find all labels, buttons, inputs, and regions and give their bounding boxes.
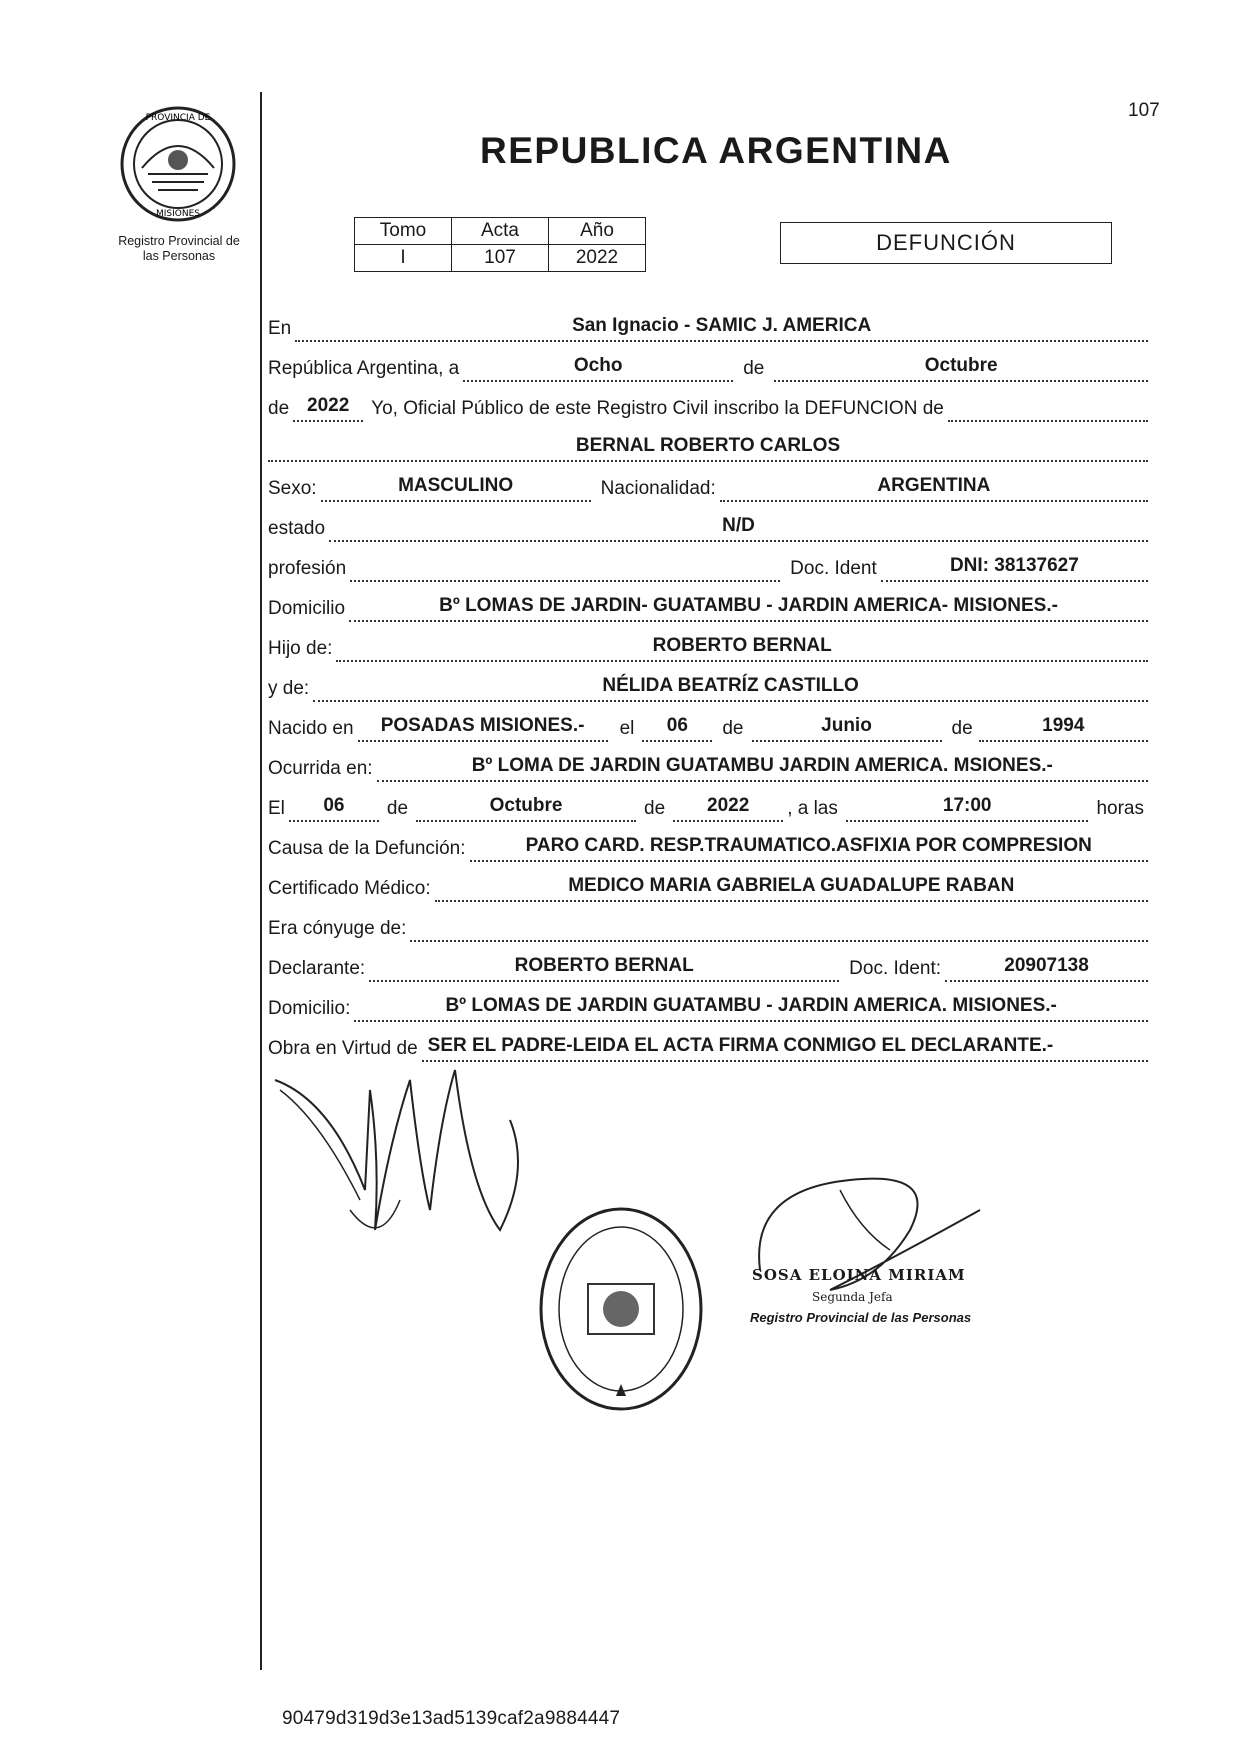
death-day: 06	[289, 794, 379, 822]
de-label: de	[743, 358, 765, 379]
registry-seal-icon	[536, 1204, 706, 1414]
causa-label: Causa de la Defunción:	[268, 838, 466, 859]
record-row-obra	[268, 1032, 1148, 1062]
hour-label: , a las	[787, 798, 838, 819]
record-row-domicilio2	[268, 992, 1148, 1022]
horas-label: horas	[1096, 798, 1144, 819]
obra-label: Obra en Virtud de	[268, 1038, 418, 1059]
sexo-label: Sexo:	[268, 478, 317, 499]
cause-of-death: PARO CARD. RESP.TRAUMATICO.ASFIXIA POR COMPRESION	[470, 834, 1148, 862]
death-place: Bº LOMA DE JARDIN GUATAMBU JARDIN AMERICA. MSIONES.-	[377, 754, 1148, 782]
left-margin-rule	[260, 92, 262, 1670]
profesion-value	[350, 554, 780, 582]
tomo-value: I	[355, 245, 452, 272]
record-row-intro	[268, 392, 1148, 422]
estado-label: estado	[268, 518, 326, 539]
record-row-profesion	[268, 552, 1148, 582]
record-row-estado	[268, 512, 1148, 542]
svg-text:MISIONES: MISIONES	[155, 209, 201, 219]
birth-month: Junio	[752, 714, 942, 742]
intro-text: Yo, Oficial Público de este Registro Civil inscribo la DEFUNCION de	[371, 398, 944, 419]
domicilio-label: Domicilio	[268, 598, 346, 619]
registry-caption-line2: las Personas	[142, 249, 216, 263]
birth-day: 06	[642, 714, 712, 742]
official-office: Registro Provincial de las Personas	[750, 1310, 972, 1325]
ocurrida-label: Ocurrida en:	[268, 758, 373, 779]
record-row-fecha	[268, 792, 1148, 822]
acta-table	[354, 217, 646, 272]
father-name: ROBERTO BERNAL	[336, 634, 1148, 662]
day-value: Ocho	[463, 354, 733, 382]
record-row-name	[268, 432, 1148, 462]
record-row-nacido	[268, 712, 1148, 742]
declarant-name: ROBERTO BERNAL	[369, 954, 839, 982]
record-row-certificado	[268, 872, 1148, 902]
record-row-en	[268, 312, 1148, 342]
record-row-republica	[268, 352, 1148, 382]
provincial-emblem-icon	[118, 104, 238, 224]
y-de-label: y de:	[268, 678, 310, 699]
declarante-label: Declarante:	[268, 958, 366, 979]
acta-table-header: Acta	[452, 218, 549, 245]
profesion-label: profesión	[268, 558, 347, 579]
registry-caption	[100, 234, 258, 264]
medical-certifier: MEDICO MARIA GABRIELA GUADALUPE RABAN	[435, 874, 1148, 902]
official-name: SOSA ELOINA MIRIAM	[752, 1266, 966, 1284]
registration-year: 2022	[293, 394, 363, 422]
record-row-hijo	[268, 632, 1148, 662]
declarant-signature-icon	[270, 1060, 570, 1260]
death-hour: 17:00	[846, 794, 1089, 822]
spouse-value	[410, 914, 1148, 942]
declarant-doc-label: Doc. Ident:	[849, 958, 942, 979]
doc-ident-label: Doc. Ident	[790, 558, 877, 579]
document-type-box: DEFUNCIÓN	[780, 222, 1112, 264]
mother-name: NÉLIDA BEATRÍZ CASTILLO	[313, 674, 1148, 702]
record-row-domicilio	[268, 592, 1148, 622]
republica-label: República Argentina, a	[268, 358, 460, 379]
page-number: 107	[1128, 100, 1160, 121]
month-value: Octubre	[774, 354, 1148, 382]
hijo-label: Hijo de:	[268, 638, 333, 659]
registry-caption-line1: Registro Provincial de	[118, 234, 240, 248]
svg-text:PROVINCIA DE: PROVINCIA DE	[145, 113, 211, 123]
declarant-doc-value: 20907138	[945, 954, 1148, 982]
record-row-ocurrida	[268, 752, 1148, 782]
domicilio-value: Bº LOMAS DE JARDIN- GUATAMBU - JARDIN AMERICA- MISIONES.-	[349, 594, 1148, 622]
record-row-sexo	[268, 472, 1148, 502]
death-year: 2022	[673, 794, 783, 822]
intro-filler	[948, 394, 1148, 422]
document-hash: 90479d319d3e13ad5139caf2a9884447	[282, 1708, 621, 1729]
record-row-causa	[268, 832, 1148, 862]
official-title: Segunda Jefa	[812, 1290, 893, 1304]
nacionalidad-value: ARGENTINA	[720, 474, 1148, 502]
de-label: de	[951, 718, 973, 739]
death-month: Octubre	[416, 794, 636, 822]
de-label: de	[722, 718, 744, 739]
sexo-value: MASCULINO	[321, 474, 591, 502]
nacionalidad-label: Nacionalidad:	[600, 478, 716, 499]
record-row-y-de	[268, 672, 1148, 702]
el-label: El	[268, 798, 285, 819]
certificado-label: Certificado Médico:	[268, 878, 431, 899]
nacido-label: Nacido en	[268, 718, 354, 739]
en-value: San Ignacio - SAMIC J. AMERICA	[295, 314, 1148, 342]
birth-place: POSADAS MISIONES.-	[358, 714, 608, 742]
official-signature-icon	[740, 1170, 990, 1310]
doc-ident-value: DNI: 38137627	[881, 554, 1148, 582]
year-value: 2022	[549, 245, 646, 272]
record-row-conyuge	[268, 912, 1148, 942]
record-row-declarante	[268, 952, 1148, 982]
el-label: el	[619, 718, 635, 739]
acta-table-header: Tomo	[355, 218, 452, 245]
acta-table-header-row	[355, 218, 646, 245]
deceased-name: BERNAL ROBERTO CARLOS	[268, 434, 1148, 462]
de-label: de	[644, 798, 666, 819]
declarant-address: Bº LOMAS DE JARDIN GUATAMBU - JARDIN AMERICA. MISIONES.-	[354, 994, 1148, 1022]
birth-year: 1994	[979, 714, 1148, 742]
acta-value: 107	[452, 245, 549, 272]
domicilio-label: Domicilio:	[268, 998, 351, 1019]
page-title: REPUBLICA ARGENTINA	[480, 130, 952, 171]
acta-table-header: Año	[549, 218, 646, 245]
estado-value: N/D	[329, 514, 1148, 542]
de-label: de	[386, 798, 409, 819]
acta-table-value-row	[355, 245, 646, 272]
en-label: En	[268, 318, 292, 339]
de-label: de	[268, 398, 290, 419]
conyuge-label: Era cónyuge de:	[268, 918, 407, 939]
obra-value: SER EL PADRE-LEIDA EL ACTA FIRMA CONMIGO EL DECLARANTE.-	[422, 1034, 1148, 1062]
